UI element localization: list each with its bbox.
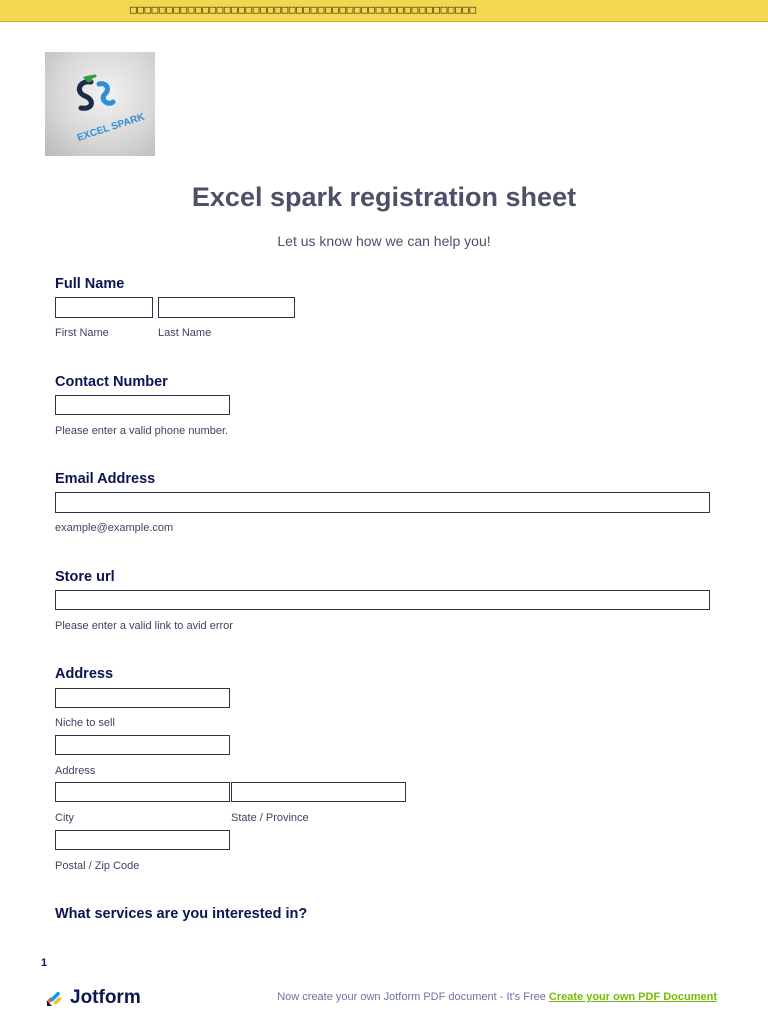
postal-code-input[interactable] <box>55 830 230 850</box>
email-address-input[interactable] <box>55 492 710 513</box>
store-url-sublabel: Please enter a valid link to avid error <box>55 620 233 632</box>
page-number: 1 <box>41 957 48 969</box>
page-title: Excel spark registration sheet <box>191 182 577 212</box>
street-address-input[interactable] <box>55 735 230 755</box>
email-address-label: Email Address <box>55 471 156 487</box>
banner-text: □□□□□□□□□□□□□□□□□□□□□□□□□□□□□□□□□□□□□□□□□□□□□□□□ <box>130 3 477 16</box>
top-banner <box>0 0 768 22</box>
niche-input[interactable] <box>55 688 230 708</box>
last-name-sublabel: Last Name <box>158 327 212 339</box>
address-label: Address <box>55 666 114 682</box>
contact-number-sublabel: Please enter a valid phone number. <box>55 425 229 437</box>
footer-promo-text: Now create your own Jotform PDF document - It's Free <box>277 991 549 1003</box>
page-subtitle: Let us know how we can help you! <box>277 233 491 249</box>
services-question-label: What services are you interested in? <box>55 906 308 922</box>
state-sublabel: State / Province <box>231 812 309 824</box>
excel-spark-logo-mark <box>45 52 155 156</box>
last-name-input[interactable] <box>158 297 295 318</box>
footer-promo <box>277 991 717 1003</box>
street-address-sublabel: Address <box>55 765 96 777</box>
city-input[interactable] <box>55 782 230 802</box>
logo-wordmark: EXCEL SPARK <box>75 111 147 144</box>
first-name-sublabel: First Name <box>55 327 109 339</box>
jotform-icon <box>45 988 65 1008</box>
city-sublabel: City <box>55 812 74 824</box>
jotform-brand-name: Jotform <box>70 987 141 1008</box>
niche-sublabel: Niche to sell <box>55 717 115 729</box>
state-input[interactable] <box>231 782 406 802</box>
contact-number-input[interactable] <box>55 395 230 415</box>
store-url-input[interactable] <box>55 590 710 610</box>
jotform-logo[interactable] <box>45 986 141 1010</box>
full-name-label: Full Name <box>55 276 125 292</box>
postal-code-sublabel: Postal / Zip Code <box>55 860 140 872</box>
excel-spark-logo <box>45 52 155 156</box>
create-pdf-link[interactable]: Create your own PDF Document <box>548 991 717 1003</box>
store-url-label: Store url <box>55 569 115 585</box>
first-name-input[interactable] <box>55 297 153 318</box>
contact-number-label: Contact Number <box>55 374 168 390</box>
email-address-sublabel: example@example.com <box>55 522 174 534</box>
